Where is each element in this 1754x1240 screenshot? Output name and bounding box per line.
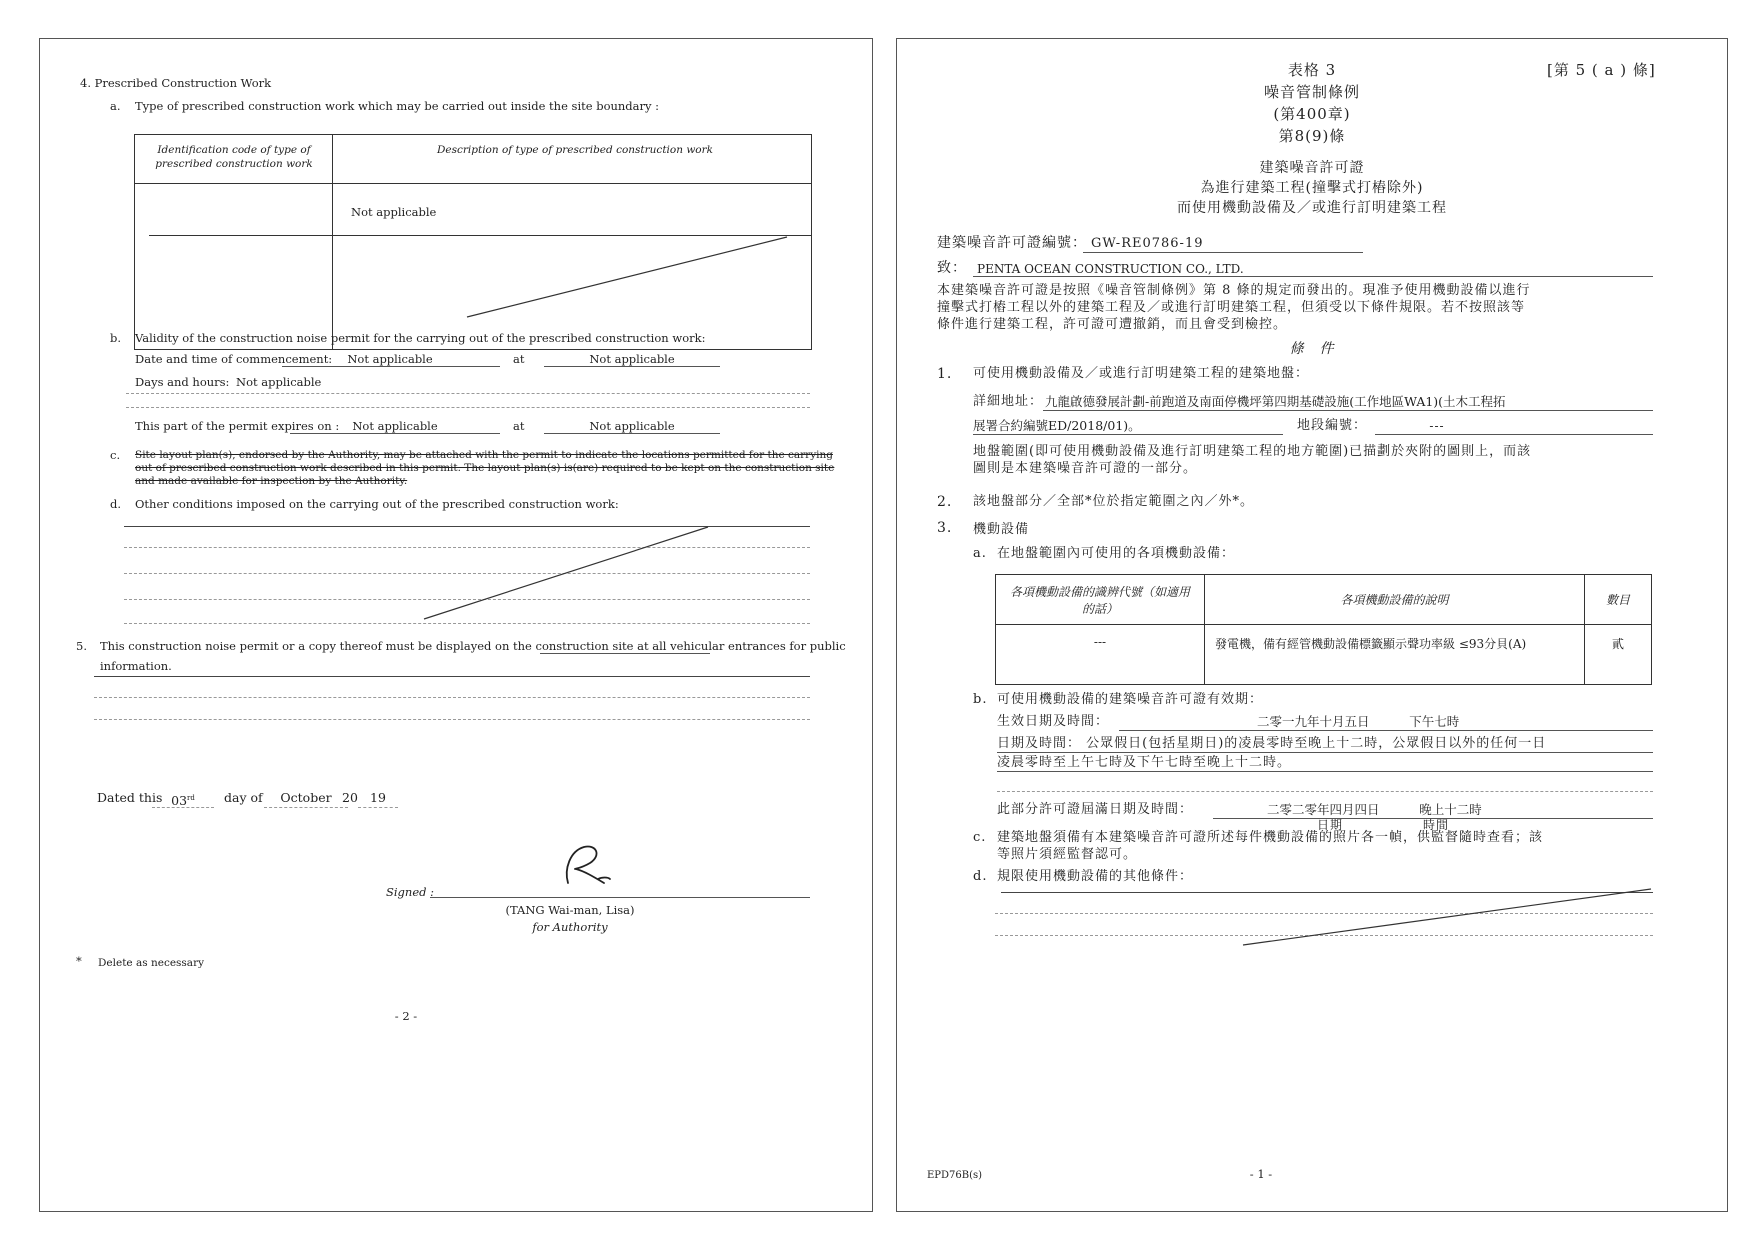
page-number: - 2 -	[394, 1009, 418, 1023]
condition-3d-text: 規限使用機動設備的其他條件：	[997, 869, 1194, 884]
permit-title-1: 建築噪音許可證	[1259, 160, 1365, 176]
footnote-mark: *	[76, 954, 82, 968]
ordinance-title: 噪音管制條例	[1263, 83, 1360, 101]
item-b-text: Validity of the construction noise permit for the carrying out of the prescribed construction work:	[135, 331, 706, 345]
handwritten-signature	[550, 839, 620, 899]
dated-day: 03rd	[171, 793, 195, 809]
condition-2-text: 該地盤部分／全部*位於指定範圍之內／外*。	[973, 494, 1255, 509]
item-a-text: Type of prescribed construction work which may be carried out inside the site boundary :	[135, 99, 660, 113]
dated-month: October	[280, 790, 332, 805]
permit-number: GW-RE0786-19	[1091, 236, 1204, 251]
date-caption: 日期	[1317, 818, 1344, 832]
eq-header-code: 各項機動設備的識辨代號（如適用的話）	[996, 575, 1205, 625]
days-hours-line-2: 凌晨零時至上午七時及下午七時至晚上十二時。	[997, 755, 1292, 770]
intro-line-2: 撞擊式打樁工程以外的建築工程及／或進行訂明建築工程，但須受以下條件規限。若不按照該等	[937, 300, 1526, 315]
condition-3-number: 3.	[937, 520, 953, 536]
condition-3d-label: d.	[973, 869, 988, 884]
dated-year: 19	[370, 790, 386, 805]
page-number-right: - 1 -	[1249, 1167, 1273, 1181]
section-4-title: 4. Prescribed Construction Work	[80, 76, 272, 90]
table-cell-description: Not applicable	[351, 205, 437, 219]
equipment-table	[995, 574, 1652, 685]
dated-day-of: day of	[224, 790, 263, 805]
eq-header-quantity: 數目	[1585, 575, 1652, 625]
condition-3a-text: 在地盤範圍內可使用的各項機動設備：	[997, 546, 1236, 561]
eq-row-quantity: 貳	[1585, 625, 1652, 685]
condition-3-text: 機動設備	[973, 522, 1030, 537]
address-label: 詳細地址：	[973, 394, 1044, 409]
section-5-label: 5.	[76, 639, 87, 653]
commencement-label: Date and time of commencement:	[135, 352, 333, 366]
chapter: (第400章)	[1273, 105, 1351, 123]
expiry-value: 二零二零年四月四日 晚上十二時	[1267, 802, 1482, 817]
condition-3c-line-1: 建築地盤須備有本建築噪音許可證所述每件機動設備的照片各一幀，供監督隨時查看；該	[997, 830, 1544, 845]
commencement-value: Not applicable	[347, 352, 433, 366]
signed-label: Signed :	[386, 885, 435, 899]
dated-year-prefix: 20	[342, 790, 358, 805]
section-5-line-1: This construction noise permit or a copy thereof must be displayed on the construction site at all vehicular entrances for public	[100, 639, 846, 653]
days-hours-line-1: 日期及時間： 公眾假日(包括星期日)的凌晨零時至晚上十二時，公眾假日以外的任何一日	[997, 736, 1547, 751]
condition-3c-line-2: 等照片須經監督認可。	[997, 847, 1138, 862]
to-label: 致：	[937, 260, 967, 276]
permit-title-3: 而使用機動設備及／或進行訂明建築工程	[1177, 200, 1447, 216]
permit-page-1	[896, 38, 1728, 1212]
table-header-code: Identification code of type of prescribed construction work	[155, 144, 313, 170]
days-hours-value: Not applicable	[236, 375, 322, 389]
table-header-description: Description of type of prescribed construction work	[436, 144, 714, 156]
condition-3b-text: 可使用機動設備的建築噪音許可證有效期：	[997, 692, 1264, 707]
condition-2-number: 2.	[937, 494, 953, 510]
item-d-text: Other conditions imposed on the carrying out of the prescribed construction work:	[135, 497, 619, 511]
section: 第8(9)條	[1278, 127, 1346, 145]
form-code: EPD76B(s)	[927, 1170, 983, 1181]
condition-1-number: 1.	[937, 366, 953, 382]
form-number: 表格 3	[1287, 61, 1337, 79]
prescribed-work-table	[134, 134, 812, 350]
item-a-label: a.	[110, 99, 121, 113]
condition-3b-label: b.	[973, 692, 988, 707]
to-value: PENTA OCEAN CONSTRUCTION CO., LTD.	[977, 262, 1244, 276]
eq-row-code: ---	[996, 625, 1205, 685]
expires-time: Not applicable	[589, 419, 675, 433]
time-caption: 時間	[1423, 818, 1450, 832]
at-label: at	[513, 352, 525, 366]
expires-value: Not applicable	[352, 419, 438, 433]
address-line-1: 九龍啟德發展計劃-前跑道及南面停機坪第四期基礎設施(工作地區WA1)(土木工程拓	[1045, 394, 1506, 409]
conditions-heading: 條 件	[1289, 341, 1335, 357]
item-d-label: d.	[110, 497, 122, 511]
eq-header-description: 各項機動設備的說明	[1205, 575, 1585, 625]
address-line-2: 展署合約編號ED/2018/01)。	[973, 418, 1141, 433]
lot-label: 地段編號：	[1297, 418, 1368, 433]
item-b-label: b.	[110, 331, 122, 345]
at-label-2: at	[513, 419, 525, 433]
signatory-role: for Authority	[532, 920, 608, 934]
start-label: 生效日期及時間：	[997, 714, 1110, 729]
item-c-line-1: Site layout plan(s), endorsed by the Authority, may be attached with the permit to indicate the locations permitted for the carrying	[135, 449, 833, 461]
expires-label: This part of the permit expires on :	[135, 419, 340, 433]
item-c-line-3: and made available for inspection by the Authority.	[135, 475, 408, 487]
site-scope-line-2: 圖則是本建築噪音許可證的一部分。	[973, 461, 1198, 476]
item-c-line-2: out of prescribed construction work described in this permit. The layout plan(s) is(are) required to be kept on the construction site	[135, 462, 835, 474]
days-hours-label: Days and hours:	[135, 375, 230, 389]
signatory-name: (TANG Wai-man, Lisa)	[505, 903, 635, 917]
permit-title-2: 為進行建築工程(撞擊式打樁除外)	[1200, 180, 1424, 196]
cross-out-line-3	[997, 887, 1657, 957]
dated-prefix: Dated this	[97, 790, 163, 805]
permit-number-label: 建築噪音許可證編號：	[937, 235, 1087, 251]
site-scope-line-1: 地盤範圍(即可使用機動設備及進行訂明建築工程的地方範圍)已描劃於夾附的圖則上，而該	[973, 444, 1532, 459]
condition-3a-label: a.	[973, 546, 987, 561]
intro-line-3: 條件進行建築工程，許可證可遭撤銷，而且會受到檢控。	[937, 317, 1288, 332]
cross-out-line	[135, 135, 811, 349]
expiry-label: 此部分許可證屆滿日期及時間：	[997, 802, 1194, 817]
cross-out-line-2	[100, 519, 800, 639]
footnote-text: Delete as necessary	[98, 957, 205, 969]
section-reference: [第 5 ( a ) 條]	[1547, 61, 1656, 79]
intro-line-1: 本建築噪音許可證是按照《噪音管制條例》第 8 條的規定而發出的。現准予使用機動設備以進行	[937, 283, 1531, 298]
section-5-line-2: information.	[100, 659, 172, 673]
eq-row-description: 發電機，備有經管機動設備標籤顯示聲功率級 ≤93分貝(A)	[1205, 625, 1585, 685]
condition-3c-label: c.	[973, 830, 987, 845]
lot-value: ---	[1429, 419, 1445, 433]
start-value: 二零一九年十月五日 下午七時	[1257, 714, 1460, 729]
condition-1-text: 可使用機動設備及／或進行訂明建築工程的建築地盤：	[973, 366, 1310, 381]
permit-page-2	[39, 38, 873, 1212]
commencement-time: Not applicable	[589, 352, 675, 366]
item-c-label: c.	[110, 448, 121, 462]
